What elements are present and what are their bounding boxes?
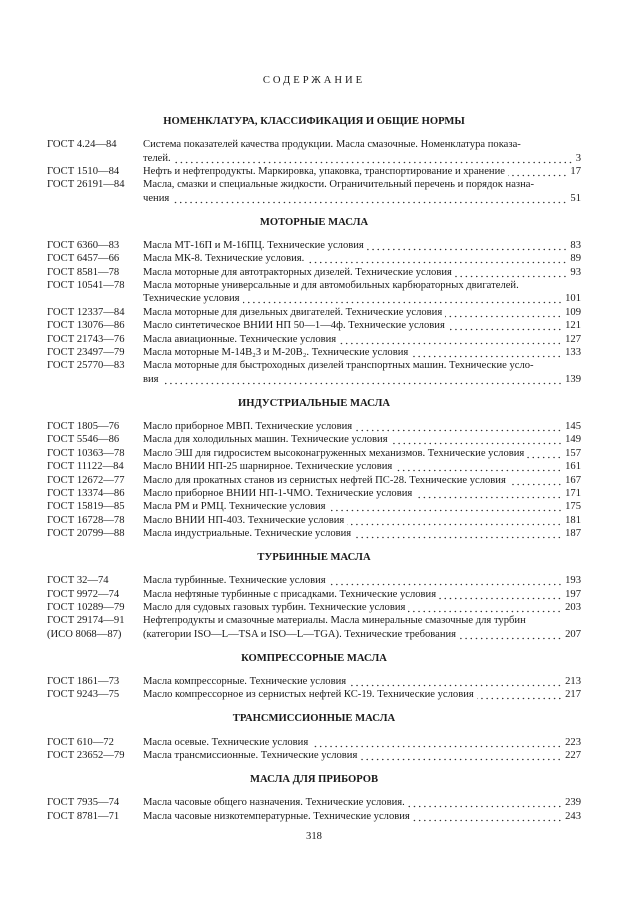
entry-page-number: 217: [565, 689, 581, 701]
section-heading: ТРАНСМИССИОННЫЕ МАСЛА: [232, 713, 396, 725]
entry-title: [143, 306, 581, 319]
entry-title-line: Масла моторные для быстроходных дизелей транспортных машин. Технические усло-: [143, 360, 534, 372]
entry-title: [143, 460, 581, 473]
entry-page-number: 157: [565, 447, 581, 459]
toc-entry: [47, 346, 581, 359]
entry-page-number: 239: [565, 797, 581, 809]
dot-leader: [243, 292, 563, 305]
entry-title-last-line: [143, 749, 581, 762]
entry-page-number: 207: [565, 628, 581, 640]
toc-entry: [47, 306, 581, 319]
entry-page-number: 223: [565, 736, 581, 748]
standard-code-line: ГОСТ 32—74: [47, 575, 109, 587]
toc-entry: [47, 675, 581, 688]
toc-entry: [47, 420, 581, 433]
entry-page-number: 149: [565, 434, 581, 446]
entry-title: [143, 574, 581, 587]
toc-section: [47, 551, 581, 641]
entry-page-number: 175: [565, 501, 581, 513]
entry-title: [143, 675, 581, 688]
entry-title-line: Масла, смазки и специальные жидкости. Ограничительный перечень и порядок назна-: [143, 179, 534, 191]
entry-page-number: 243: [565, 810, 581, 822]
standard-code: [47, 306, 143, 319]
entry-title-last-line: [143, 252, 581, 265]
standard-code: [47, 252, 143, 265]
standard-code-line: ГОСТ 5546—86: [47, 434, 120, 446]
entry-page-number: 161: [565, 461, 581, 473]
dot-leader: [329, 500, 563, 513]
dot-leader: [360, 749, 562, 762]
standard-code-line: ГОСТ 1510—84: [47, 165, 120, 177]
toc-entry: [47, 810, 581, 823]
dot-leader: [411, 346, 562, 359]
entry-title-text: вия: [143, 373, 159, 385]
entry-title-text: Масло для судовых газовых турбин. Технические условия: [143, 602, 406, 614]
entry-title: [143, 420, 581, 433]
entry-title-last-line: [143, 588, 581, 601]
section-heading: МОТОРНЫЕ МАСЛА: [259, 216, 369, 228]
entry-title-text: Масла МТ-16П и М-16ПЦ. Технические условия: [143, 239, 364, 251]
dot-leader: [311, 736, 562, 749]
entry-title-last-line: [143, 266, 581, 279]
standard-code: [47, 178, 143, 205]
entry-title: [143, 810, 581, 823]
dot-leader: [367, 239, 568, 252]
standard-code-line: ГОСТ 10363—78: [47, 447, 125, 459]
standard-code-line: ГОСТ 26191—84: [47, 179, 125, 191]
entry-title-text: Масла турбинные. Технические условия: [143, 575, 326, 587]
entry-title-last-line: [143, 736, 581, 749]
entry-title-last-line: [143, 333, 581, 346]
section-heading: ИНДУСТРИАЛЬНЫЕ МАСЛА: [237, 397, 391, 409]
standard-code: [47, 601, 143, 614]
entry-title-text: Масло приборное ВНИИ НП-1-ЧМО. Технические условия: [143, 487, 413, 499]
toc-entry: [47, 239, 581, 252]
entry-title-text: Масла часовые общего назначения. Технические условия.: [143, 797, 405, 809]
entry-page-number: 101: [565, 293, 581, 305]
toc-entry: [47, 688, 581, 701]
entry-title-last-line: [143, 433, 581, 446]
entry-title: [143, 588, 581, 601]
standard-code: [47, 527, 143, 540]
entry-title-last-line: [143, 239, 581, 252]
entry-title-text: Масла трансмиссионные. Технические условия: [143, 749, 358, 761]
entry-page-number: 17: [570, 165, 581, 177]
entry-title-last-line: [143, 675, 581, 688]
dot-leader: [509, 474, 562, 487]
standard-code-line: ГОСТ 1805—76: [47, 421, 120, 432]
standard-code-line: ГОСТ 16728—78: [47, 514, 125, 526]
standard-code: [47, 675, 143, 688]
entry-title-text: Масла авиационные. Технические условия: [143, 333, 337, 345]
dot-leader: [354, 527, 562, 540]
toc-entry: [47, 138, 581, 165]
standard-code-line: ГОСТ 10541—78: [47, 280, 125, 292]
standard-code: [47, 588, 143, 601]
section-heading: МАСЛА ДЛЯ ПРИБОРОВ: [249, 773, 379, 785]
entry-page-number: 213: [565, 676, 581, 688]
toc-entry: [47, 433, 581, 446]
dot-leader: [349, 675, 562, 688]
dot-leader: [415, 487, 562, 500]
dot-leader: [347, 514, 562, 527]
entry-title: [143, 749, 581, 762]
page-title: СОДЕРЖАНИЕ: [262, 75, 366, 86]
entry-title-last-line: [143, 165, 581, 178]
standard-code: [47, 736, 143, 749]
entry-page-number: 193: [565, 575, 581, 587]
toc-entry: [47, 736, 581, 749]
entry-title-line: Система показателей качества продукции. Масла смазочные. Номенклатура показа-: [143, 139, 521, 151]
dot-leader: [455, 266, 568, 279]
standard-code-line: ГОСТ 8581—78: [47, 266, 120, 278]
standard-code: [47, 574, 143, 587]
toc-section: [47, 773, 581, 823]
toc-entry: [47, 796, 581, 809]
toc-entry: [47, 319, 581, 332]
entry-title-text: Масла нефтяные турбинные с присадками. Технические условия: [143, 588, 437, 600]
toc-entry: [47, 178, 581, 205]
standard-code: [47, 688, 143, 701]
entry-title-line: Нефтепродукты и смазочные материалы. Масла минеральные смазочные для турбин: [143, 615, 526, 627]
standard-code-line: ГОСТ 15819—85: [47, 501, 125, 513]
entry-title-last-line: [143, 688, 581, 701]
standard-code-line: ГОСТ 6457—66: [47, 253, 120, 265]
entry-page-number: 197: [565, 588, 581, 600]
standard-code: [47, 333, 143, 346]
entry-title: [143, 474, 581, 487]
standard-code: [47, 487, 143, 500]
toc-entry: [47, 266, 581, 279]
entry-title: [143, 279, 581, 306]
entry-title-text: Масла индустриальные. Технические условия: [143, 528, 352, 540]
entry-title: [143, 346, 581, 359]
entry-title: [143, 688, 581, 701]
entry-title: [143, 178, 581, 205]
dot-leader: [439, 588, 562, 601]
entry-title: [143, 433, 581, 446]
dot-leader: [391, 433, 563, 446]
entry-title-last-line: [143, 292, 581, 305]
entry-title: [143, 736, 581, 749]
entry-title-last-line: [143, 346, 581, 359]
entry-title-text: Масла для холодильных машин. Технические условия: [143, 434, 388, 446]
dot-leader: [339, 333, 562, 346]
toc-entry: [47, 588, 581, 601]
entry-page-number: 203: [565, 602, 581, 614]
entry-title: [143, 165, 581, 178]
entry-title: [143, 527, 581, 540]
entry-title: [143, 138, 581, 165]
toc-entry: [47, 447, 581, 460]
entry-page-number: 89: [570, 253, 581, 265]
standard-code-line: (ИСО 8068—87): [47, 628, 122, 640]
entry-title-last-line: [143, 628, 581, 641]
entry-page-number: 121: [565, 320, 581, 332]
entry-title: [143, 239, 581, 252]
table-of-contents: [47, 115, 581, 823]
dot-leader: [329, 574, 562, 587]
entry-title: [143, 796, 581, 809]
entry-title-line: Масла моторные универсальные и для автомобильных карбюраторных двигателей.: [143, 280, 519, 292]
toc-entry: [47, 165, 581, 178]
toc-section: [47, 115, 581, 205]
section-heading: ТУРБИННЫЕ МАСЛА: [257, 552, 371, 564]
entry-title-text: Масла осевые. Технические условия: [143, 736, 309, 748]
toc-entry: [47, 574, 581, 587]
standard-code-line: ГОСТ 8781—71: [47, 810, 120, 822]
dot-leader: [395, 460, 562, 473]
standard-code: [47, 749, 143, 762]
entry-title-last-line: [143, 487, 581, 500]
toc-entry: [47, 359, 581, 386]
entry-page-number: 3: [575, 152, 581, 164]
entry-title-text: Масла моторные для автотракторных дизелей. Технические условия: [143, 266, 452, 278]
dot-leader: [174, 152, 573, 165]
toc-entry: [47, 514, 581, 527]
entry-title-text: Масло ВНИИ НП-403. Технические условия: [143, 514, 345, 526]
entry-title: [143, 447, 581, 460]
entry-title-text: Масла МК-8. Технические условия.: [143, 253, 305, 265]
standard-code: [47, 266, 143, 279]
entry-title-last-line: [143, 527, 581, 540]
toc-entry: [47, 500, 581, 513]
entry-title: [143, 252, 581, 265]
entry-page-number: 187: [565, 528, 581, 540]
entry-page-number: 167: [565, 474, 581, 486]
toc-entry: [47, 749, 581, 762]
entry-page-number: 127: [565, 333, 581, 345]
entry-page-number: 109: [565, 306, 581, 318]
toc-entry: [47, 474, 581, 487]
entry-title-text: Масло компрессорное из сернистых нефтей КС-19. Технические условия: [143, 689, 474, 701]
entry-title: [143, 500, 581, 513]
entry-title-last-line: [143, 500, 581, 513]
section-heading: НОМЕНКЛАТУРА, КЛАССИФИКАЦИЯ И ОБЩИЕ НОРМЫ: [163, 116, 465, 127]
standard-code-line: ГОСТ 1861—73: [47, 676, 120, 688]
entry-title: [143, 487, 581, 500]
dot-leader: [508, 165, 567, 178]
dot-leader: [413, 810, 562, 823]
standard-code: [47, 138, 143, 165]
standard-code-line: ГОСТ 6360—83: [47, 239, 120, 251]
standard-code-line: ГОСТ 23652—79: [47, 749, 125, 761]
entry-title-last-line: [143, 574, 581, 587]
entry-title-text: Масло для прокатных станов из сернистых нефтей ПС-28. Технические условия: [143, 474, 506, 486]
toc-section: [47, 216, 581, 386]
entry-page-number: 83: [570, 239, 581, 251]
entry-title-last-line: [143, 460, 581, 473]
entry-title-text: телей.: [143, 152, 171, 164]
entry-title-text: Масла моторные М-14В₂З и М-20В₂. Технические условия: [143, 347, 409, 359]
standard-code: [47, 500, 143, 513]
entry-title: [143, 266, 581, 279]
entry-title: [143, 319, 581, 332]
entry-title-last-line: [143, 420, 581, 433]
entry-title-text: Масла РМ и РМЦ. Технические условия: [143, 501, 326, 513]
entry-title-last-line: [143, 319, 581, 332]
dot-leader: [448, 319, 562, 332]
standard-code-line: ГОСТ 7935—74: [47, 797, 120, 809]
dot-leader: [307, 252, 567, 265]
entry-title-text: Масло ВНИИ НП-25 шарнирное. Технические условия: [143, 461, 393, 473]
standard-code-line: ГОСТ 29174—91: [47, 615, 125, 627]
standard-code-line: ГОСТ 20799—88: [47, 528, 125, 540]
standard-code-line: ГОСТ 25770—83: [47, 360, 125, 372]
standard-code: [47, 447, 143, 460]
standard-code-line: ГОСТ 23497—79: [47, 347, 125, 359]
section-heading: КОМПРЕССОРНЫЕ МАСЛА: [241, 652, 387, 664]
entry-page-number: 139: [565, 373, 581, 385]
entry-title-last-line: [143, 306, 581, 319]
toc-entry: [47, 460, 581, 473]
page-number: 318: [306, 831, 322, 842]
entry-page-number: 181: [565, 514, 581, 526]
entry-title-last-line: [143, 373, 581, 386]
standard-code-line: ГОСТ 13374—86: [47, 487, 125, 499]
entry-title: [143, 359, 581, 386]
toc-entry: [47, 487, 581, 500]
standard-code: [47, 810, 143, 823]
standard-code-line: ГОСТ 11122—84: [47, 461, 124, 473]
standard-code: [47, 474, 143, 487]
dot-leader: [408, 601, 562, 614]
entry-title-last-line: [143, 810, 581, 823]
standard-code: [47, 460, 143, 473]
dot-leader: [527, 447, 562, 460]
standard-code-line: ГОСТ 21743—76: [47, 333, 125, 345]
entry-title-text: (категории ISO—L—TSA и ISO—L—TGA). Технические требования: [143, 628, 457, 640]
entry-title-text: Масла часовые низкотемпературные. Технические условия: [143, 810, 410, 822]
entry-title-text: чения: [143, 192, 170, 204]
toc-entry: [47, 614, 581, 641]
entry-title: [143, 514, 581, 527]
standard-code: [47, 279, 143, 306]
standard-code: [47, 359, 143, 386]
entry-page-number: 93: [570, 266, 581, 278]
dot-leader: [408, 796, 562, 809]
standard-code: [47, 239, 143, 252]
standard-code: [47, 514, 143, 527]
toc-entry: [47, 601, 581, 614]
standard-code-line: ГОСТ 9243—75: [47, 689, 120, 701]
standard-code-line: ГОСТ 13076—86: [47, 320, 125, 332]
entry-title-text: Масло ЭШ для гидросистем высоконагруженных механизмов. Технические условия: [143, 447, 525, 459]
standard-code: [47, 796, 143, 809]
entry-title-last-line: [143, 601, 581, 614]
toc-section: [47, 652, 581, 702]
entry-page-number: 227: [565, 749, 581, 761]
dot-leader: [355, 420, 562, 433]
entry-page-number: 145: [565, 421, 581, 432]
standard-code: [47, 614, 143, 641]
entry-title-text: Масло синтетическое ВНИИ НП 50—1—4ф. Технические условия: [143, 320, 445, 332]
entry-page-number: 51: [570, 192, 581, 204]
entry-title-last-line: [143, 447, 581, 460]
entry-title-text: Масла компрессорные. Технические условия: [143, 676, 347, 688]
standard-code: [47, 319, 143, 332]
toc-entry: [47, 527, 581, 540]
dot-leader: [445, 306, 562, 319]
standard-code-line: ГОСТ 610—72: [47, 736, 114, 748]
standard-code: [47, 165, 143, 178]
entry-title-last-line: [143, 474, 581, 487]
entry-title-last-line: [143, 192, 581, 205]
standard-code-line: ГОСТ 10289—79: [47, 602, 125, 614]
standard-code-line: ГОСТ 9972—74: [47, 588, 120, 600]
entry-title-last-line: [143, 796, 581, 809]
standard-code: [47, 420, 143, 433]
standard-code: [47, 433, 143, 446]
dot-leader: [459, 628, 562, 641]
entry-title-text: Масла моторные для дизельных двигателей. Технические условия: [143, 306, 443, 318]
toc-entry: [47, 333, 581, 346]
toc-section: [47, 712, 581, 762]
standard-code: [47, 346, 143, 359]
entry-page-number: 133: [565, 347, 581, 359]
standard-code-line: ГОСТ 12337—84: [47, 306, 125, 318]
entry-title: [143, 614, 581, 641]
entry-title-text: Нефть и нефтепродукты. Маркировка, упаковка, транспортирование и хранение: [143, 165, 505, 177]
entry-title-text: Технические условия: [143, 293, 240, 305]
toc-entry: [47, 252, 581, 265]
entry-title-last-line: [143, 152, 581, 165]
entry-page-number: 171: [565, 487, 581, 499]
entry-title-text: Масло приборное МВП. Технические условия: [143, 421, 353, 432]
entry-title: [143, 333, 581, 346]
dot-leader: [477, 688, 562, 701]
toc-section: [47, 397, 581, 541]
dot-leader: [172, 192, 567, 205]
standard-code-line: ГОСТ 12672—77: [47, 474, 125, 486]
standard-code-line: ГОСТ 4.24—84: [47, 139, 117, 151]
entry-title: [143, 601, 581, 614]
dot-leader: [162, 373, 563, 386]
entry-title-last-line: [143, 514, 581, 527]
toc-entry: [47, 279, 581, 306]
